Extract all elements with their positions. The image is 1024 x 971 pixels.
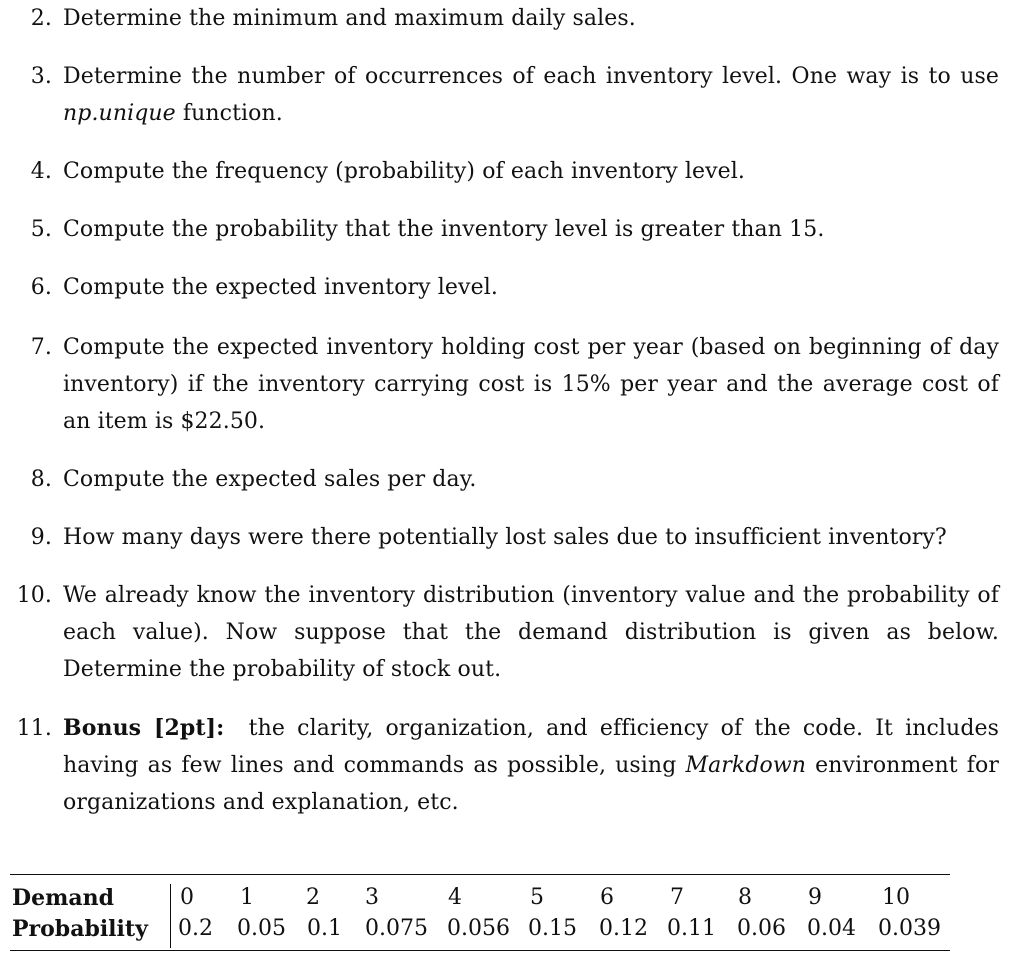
item-text-part: environment for organizations and explanation, etc. (63, 753, 1000, 815)
table-cell: 0.04 (807, 916, 856, 941)
item-text: We already know the inventory distribution (inventory value and the probability of each value). Now suppose that the demand distribution is given as below. Determine the probability of stock out. (63, 583, 999, 682)
table-cell: 9 (808, 885, 822, 910)
bonus-label: Bonus [2pt]: (63, 715, 225, 741)
table-cell: 6 (600, 885, 614, 910)
item-number: 8. (30, 467, 52, 492)
table-cell: 5 (530, 885, 544, 910)
item-text-part: function. (182, 101, 283, 126)
table-cell: 8 (738, 885, 752, 910)
table-cell: 0.039 (878, 916, 941, 941)
item-number: 9. (30, 525, 52, 550)
markdown-term: Markdown (685, 753, 807, 778)
table-top-rule (10, 874, 950, 875)
item-number: 10. (16, 583, 52, 608)
item-number: 3. (30, 64, 52, 89)
row-label: Probability (12, 916, 148, 942)
item-text: Compute the expected inventory level. (63, 275, 498, 300)
table-cell: 7 (670, 885, 684, 910)
table-cell: 3 (365, 885, 379, 910)
item-number: 7. (30, 335, 52, 360)
table-cell: 0.075 (365, 916, 428, 941)
item-text: Compute the expected inventory holding cost per year (based on beginning of day inventory) if the inventory carrying cost is 15% per year and the average cost of an item is $22.50. (63, 335, 999, 434)
item-number: 6. (30, 275, 52, 300)
item-text: Compute the frequency (probability) of each inventory level. (63, 159, 745, 184)
table-cell: 1 (240, 885, 254, 910)
item-text: How many days were there potentially lost sales due to insufficient inventory? (63, 525, 947, 550)
item-number: 5. (30, 217, 52, 242)
item-number: 4. (30, 159, 52, 184)
item-number: 2. (30, 6, 52, 31)
table-cell: 0.056 (447, 916, 510, 941)
item-text (63, 710, 999, 821)
table-cell: 0.15 (528, 916, 577, 941)
table-cell: 0.06 (737, 916, 786, 941)
table-cell: 0 (180, 885, 194, 910)
item-number: 11. (16, 716, 52, 741)
item-text: Compute the probability that the inventory level is greater than 15. (63, 217, 825, 242)
item-text: Compute the expected sales per day. (63, 467, 477, 492)
table-cell: 0.05 (237, 916, 286, 941)
table-cell: 10 (882, 885, 910, 910)
table-row-demand (10, 882, 950, 914)
table-row-probability (10, 913, 950, 945)
item-text-part: Determine the number of occurrences of each inventory level. One way is to use (63, 64, 999, 89)
item-text (63, 58, 999, 132)
table-cell: 0.2 (178, 916, 213, 941)
table-cell: 0.11 (667, 916, 716, 941)
table-bottom-rule (10, 950, 950, 951)
table-cell: 2 (306, 885, 320, 910)
table-cell: 0.1 (307, 916, 342, 941)
item-text-part: the clarity, organization, and efficiency of the code. It includes having as few lines and commands as possible, using (63, 716, 1000, 778)
item-text: Determine the minimum and maximum daily sales. (63, 6, 636, 31)
table-cell: 4 (448, 885, 462, 910)
function-name: np.unique (63, 101, 176, 126)
row-label: Demand (12, 885, 114, 911)
table-cell: 0.12 (599, 916, 648, 941)
